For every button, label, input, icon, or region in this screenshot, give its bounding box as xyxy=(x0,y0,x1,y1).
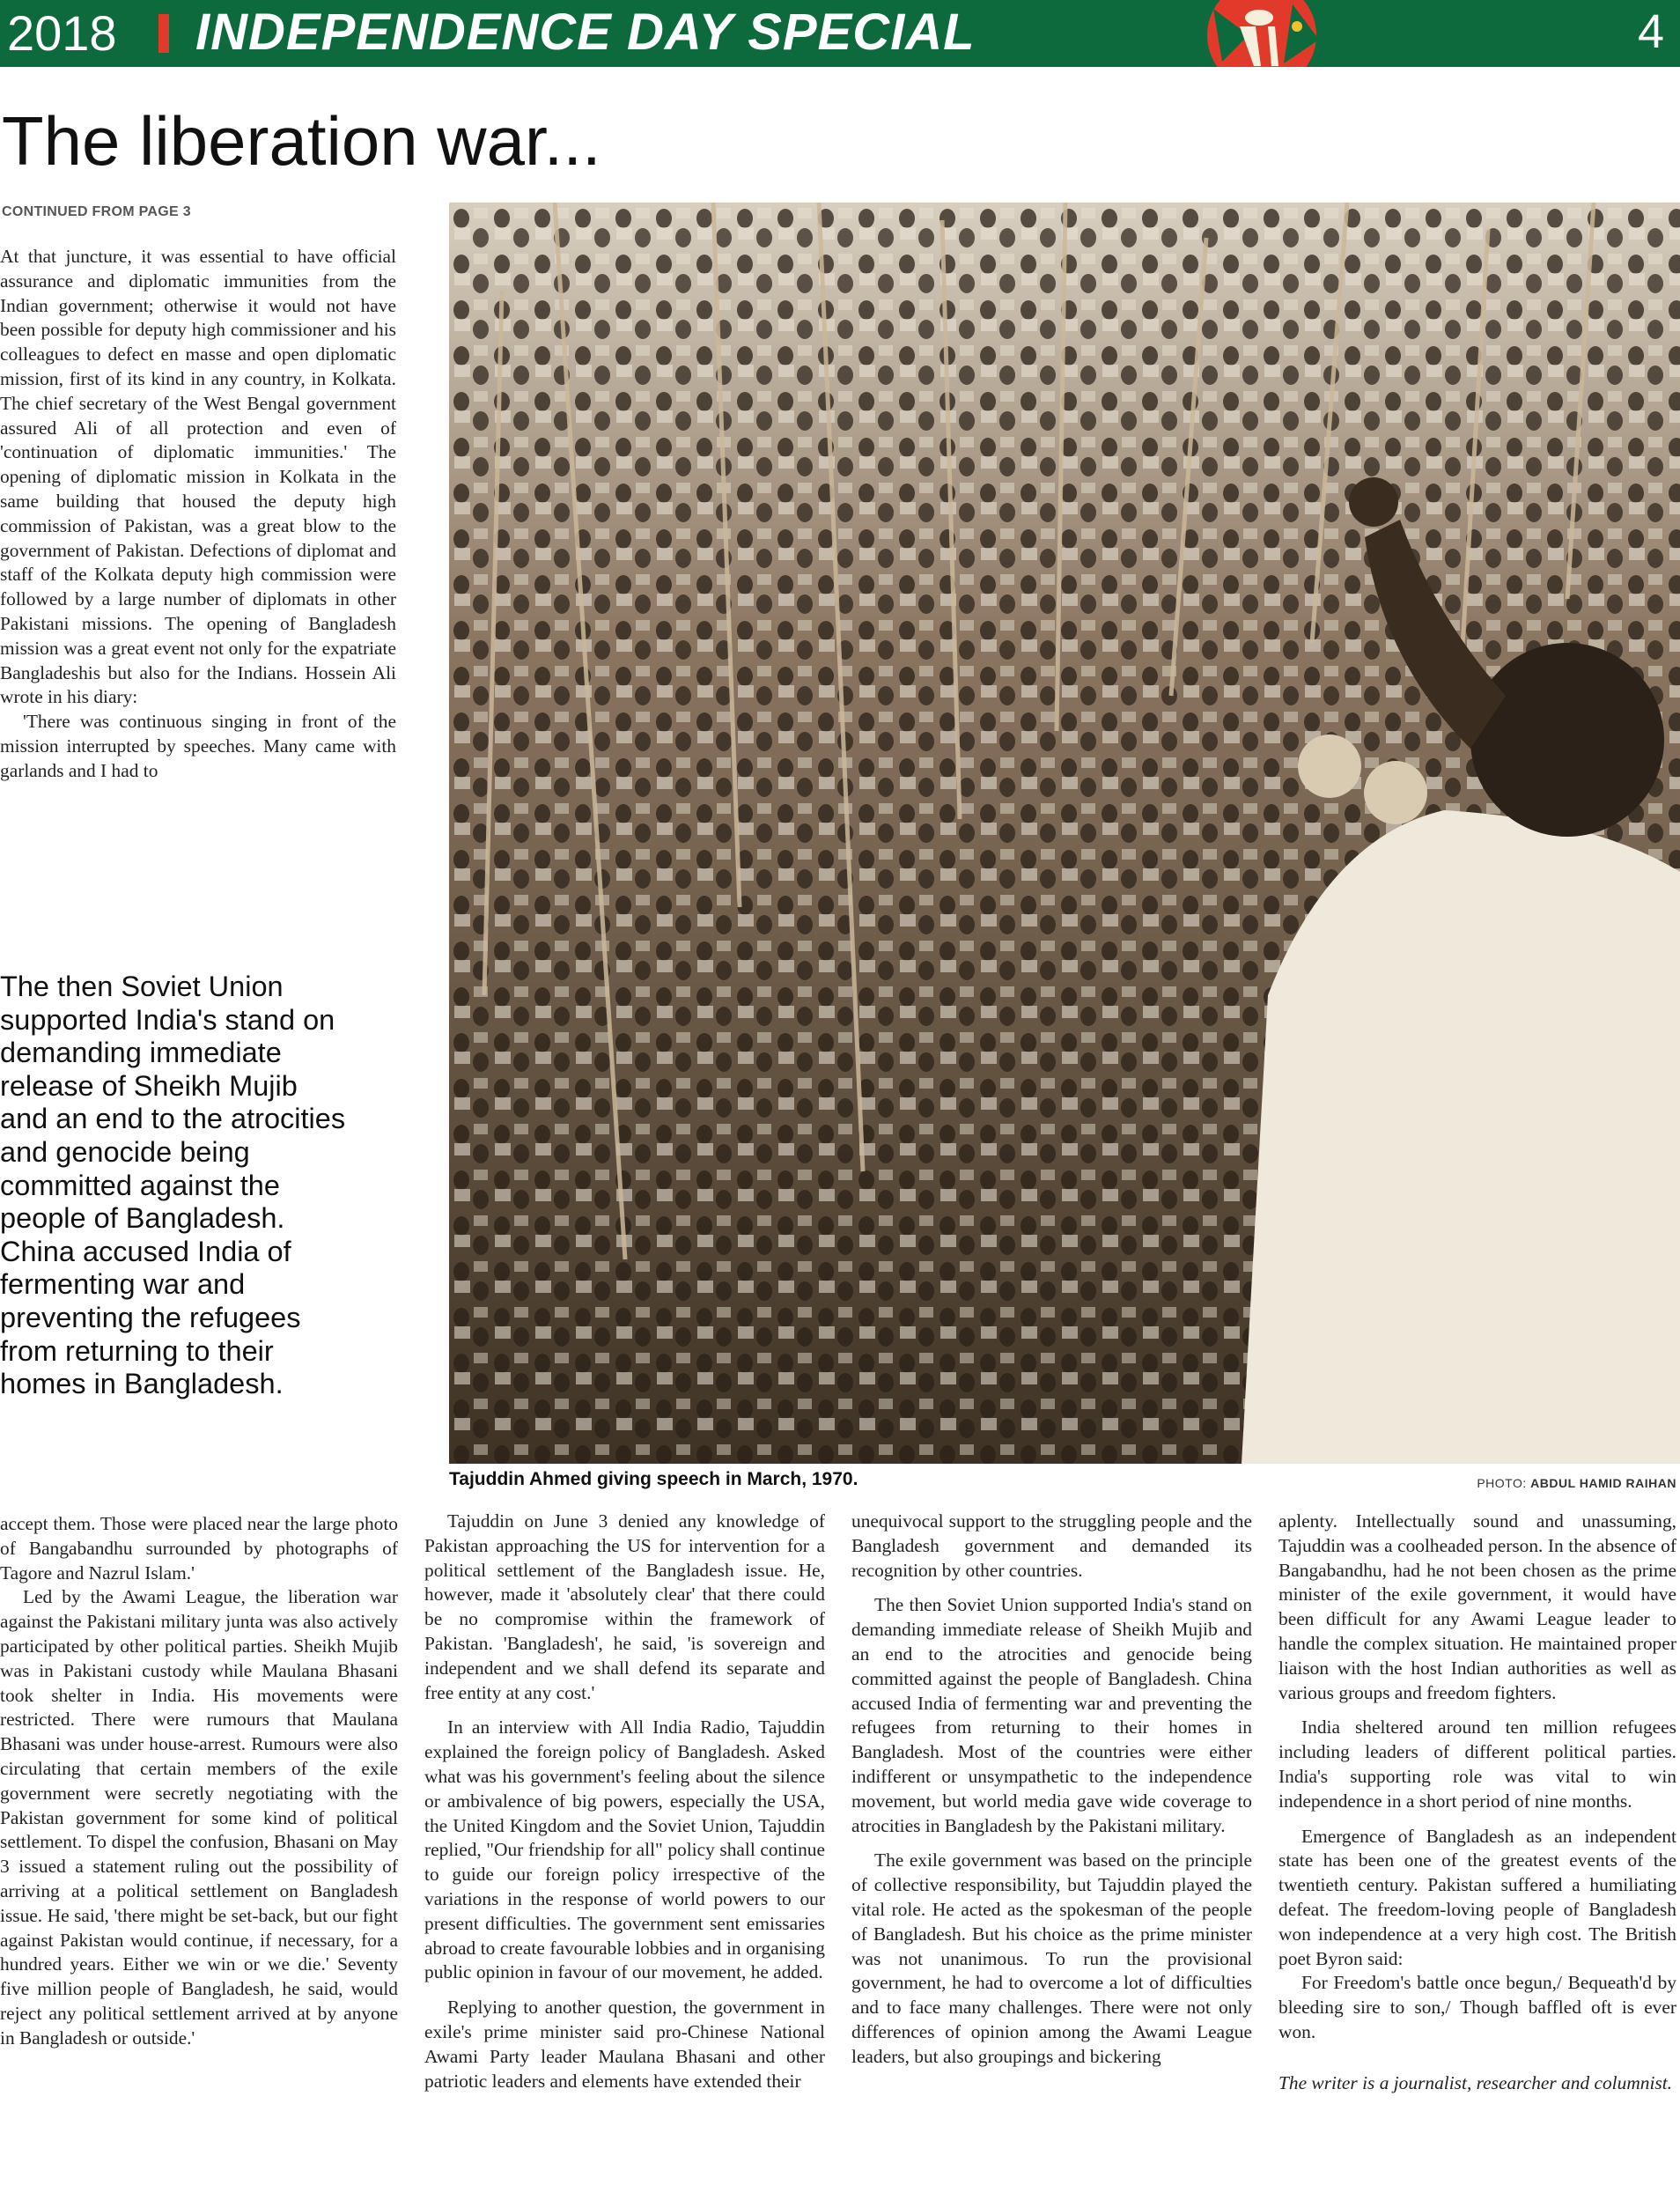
paragraph: 'There was continuous singing in front of the mission interrupted by speeches. Many came with garlands and I had to xyxy=(0,711,396,781)
crowd-photo-illustration xyxy=(449,203,1680,1464)
paragraph: In an interview with All India Radio, Tajuddin explained the foreign policy of Bangladesh. Asked what was his government's feeling about the silence or ambivalence of big powers, especially the USA, the United Kingdom and the Soviet Union, Tajuddin replied, "Our friendship for all" policy shall continue to guide our foreign policy irrespective of the variations in the response of world powers to our present difficulties. The government sent emissaries abroad to create favourable lobbies and in organising public opinion in favour of our movement, he added. xyxy=(424,1716,825,1983)
article-headline: The liberation war... xyxy=(2,102,601,180)
paragraph: Led by the Awami League, the liberation war against the Pakistani military junta was also actively participated by other political parties. Sheikh Mujib was in Pakistani custody while Maulana Bhasani took shelter in India. His movements were restricted. There were rumours that Maulana Bhasani was under house-arrest. Rumours were also circulating that certain members of the exile government were secretly negotiating with the Pakistan government for some kind of political settlement. To dispel the confusion, Bhasani on May 3 issued a statement ruling out the possibility of arriving at a political settlement on Bangladesh issue. He said, 'there might be set-back, but our fight against Pakistan would continue, if necessary, for a hundred years. Either we win or we die.' Seventy five million people of Bangladesh, he said, would reject any political settlement arrived at by anyone in Bangladesh or outside.' xyxy=(0,1586,398,2049)
section-banner xyxy=(0,0,1680,67)
paragraph: At that juncture, it was essential to have official assurance and diplomatic immunities from the Indian government; otherwise it would not have been possible for deputy high commissioner and his colleagues to defect en masse and open diplomatic mission, first of its kind in any country, in Kolkata. The chief secretary of the West Bengal government assured Ali of all protection and even of 'continuation of diplomatic immunities.' The opening of diplomatic mission in Kolkata in the same building that housed the deputy high commission of Pakistan, was a great blow to the government of Pakistan. Defections of diplomat and staff of the Kolkata deputy high commission were followed by a large number of diplomats in other Pakistani missions. The opening of Bangladesh mission was a great event not only for the expatriate Bangladeshis but also for the Indians. Hossein Ali wrote in his diary: xyxy=(0,246,396,708)
column-2 xyxy=(424,1510,825,2093)
continued-from-label: CONTINUED FROM PAGE 3 xyxy=(2,204,191,219)
speech-photo xyxy=(449,203,1680,1464)
paragraph: Emergence of Bangladesh as an independent state has been one of the greatest events of the twentieth century. Pakistan suffered a humiliating defeat. The freedom-loving people of Bangladesh won independence at a very high cost. The British poet Byron said: xyxy=(1278,1825,1676,1969)
banner-title: INDEPENDENCE DAY SPECIAL xyxy=(195,4,976,61)
photo-caption: Tajuddin Ahmed giving speech in March, 1970. xyxy=(449,1469,858,1489)
photo-credit xyxy=(1477,1476,1676,1490)
photo-credit-label: PHOTO: xyxy=(1477,1476,1527,1490)
banner-year: 2018 xyxy=(7,5,117,61)
column-4 xyxy=(1278,1510,1676,2096)
column-1-bottom xyxy=(0,1512,398,2051)
paragraph: accept them. Those were placed near the large photo of Bangabandhu surrounded by photographs of Tagore and Nazrul Islam.' xyxy=(0,1513,398,1584)
independence-emblem-icon xyxy=(1187,0,1337,67)
column-1-top xyxy=(0,245,396,784)
author-byline: The writer is a journalist, researcher and columnist. xyxy=(1278,2071,1673,2093)
paragraph: aplenty. Intellectually sound and unassuming, Tajuddin was a coolheaded person. In the absence of Bangabandhu, had he not been chosen as the prime minister of the exile government, it would have been difficult for any Awami League leader to handle the complex situation. He maintained proper liaison with the host Indian authorities as well as various groups and freedom fighters. xyxy=(1278,1510,1676,1703)
paragraph: Tajuddin on June 3 denied any knowledge of Pakistan approaching the US for intervention for a political settlement of the Bangladesh issue. He, however, made it 'absolutely clear' that there could be no compromise within the framework of Pakistan. 'Bangladesh', he said, 'is sovereign and independent and we shall defend its separate and free entity at any cost.' xyxy=(424,1510,825,1703)
paragraph: The exile government was based on the principle of collective responsibility, but Tajuddin played the vital role. He acted as the spokesman of the people of Bangladesh. But his choice as the prime minister was not unanimous. To run the provisional government, he had to overcome a lot of difficulties and to face many challenges. There were not only differences of opinion among the Awami League leaders, but also groupings and bickering xyxy=(851,1849,1252,2067)
photo-credit-name: ABDUL HAMID RAIHAN xyxy=(1530,1476,1676,1490)
column-3 xyxy=(851,1510,1252,2070)
paragraph: unequivocal support to the struggling people and the Bangladesh government and demanded its recognition by other countries. xyxy=(851,1510,1252,1581)
paragraph: Replying to another question, the government in exile's prime minister said pro-Chinese National Awami Party leader Maulana Bhasani and other patriotic leaders and elements have extended their xyxy=(424,1997,825,2092)
paragraph: The then Soviet Union supported India's stand on demanding immediate release of Sheikh Mujib and an end to the atrocities and genocide being committed against the people of Bangladesh. China accused India of fermenting war and preventing the refugees from returning to their homes in Bangladesh. Most of the countries were either indifferent or unsympathetic to the independence movement, but world media gave wide coverage to atrocities in Bangladesh by the Pakistani military. xyxy=(851,1594,1252,1836)
pull-quote: The then Soviet Union supported India's stand on demanding immediate release of Sheikh Mujib and an end to the atrocities and genocide being committed against the people of Bangladesh. China accused India of fermenting war and preventing the refugees from returning to their homes in Bangladesh. xyxy=(0,971,346,1400)
paragraph: India sheltered around ten million refugees including leaders of different political parties. India's supporting role was vital to win independence in a short period of nine months. xyxy=(1278,1716,1676,1812)
page-number: 4 xyxy=(1637,5,1664,58)
banner-divider xyxy=(158,14,169,53)
byron-quote: For Freedom's battle once begun,/ Bequeath'd by bleeding sire to son,/ Though baffled oft is ever won. xyxy=(1278,1972,1676,2042)
